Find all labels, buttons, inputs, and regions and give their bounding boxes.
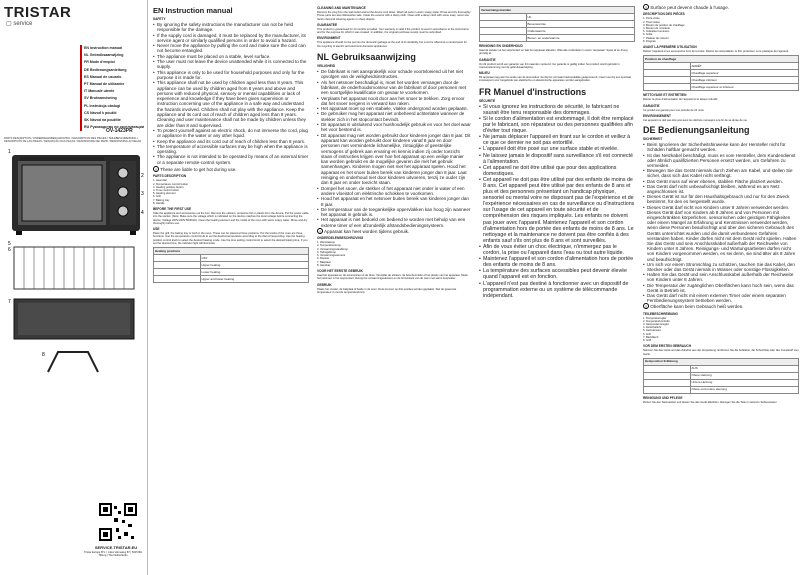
list-item: • Als het netsnoer beschadigd is, moet het worden vervangen door de fabrikant, de onderhoudsmonteur van de fabrikant of door personen met een soortgelijke kwalificatie om gevaar te voorkomen. [317, 80, 471, 96]
part-item: 7. Bakplaat [317, 260, 331, 264]
list-item: • Dieses Gerät darf nicht von Kindern unter 8 Jahren verwendet werden. Dieses Gerät darf von Kindern ab 8 Jahren und von Personen mit eingeschränkten körperlichen, sensorischen oder geistigen Fähigkeiten oder einem Mangel an Erfahrung und Kenntnissen verwendet werden, wenn diese Personen beaufsichtigt und über den sicheren Gebrauch des Geräts unterrichtet wurden und die damit verbundenen Gefahren verstanden haben. Kinder dürfen nicht mit dem Gerät nicht spielen. Halten Sie das Gerät und sein Anschlusskabel außerhalb der Reichweite von Kindern unter 8 Jahren. Reinigungs- und Wartungsarbeiten dürfen nicht von Kindern vorgenommen werden, es sei denn, sie sind älter als 8 Jahre und beaufsichtigt. [643, 205, 799, 262]
list-item: • If the supply cord is damaged, it must be replaced by the manufacturer, its service agent or similarly qualified persons in order to avoid a hazard. [153, 33, 309, 44]
list-item: • Das Gerät darf nicht mit einem externen Timer oder einem separaten Fernbedienungssystem betrieben werden. [643, 293, 799, 303]
part-item: 2. Temperaturkontrolle [643, 319, 670, 323]
parts-heading-de: TEILEBESCHREIBUNG [643, 311, 678, 316]
list-item: • Maintenez l'appareil et son cordon d'alimentation hors de portée des enfants de moins de 8 ans. [479, 256, 635, 268]
language-list [80, 45, 144, 131]
before-use-heading-nl: VOOR HET EERSTE GEBRUIK [317, 268, 363, 273]
before-use-heading-de: VOR DEM ERSTEN GEBRAUCH [643, 344, 691, 349]
english-dutch-column [314, 0, 474, 575]
list-item: • L'appareil n'est pas destiné à fonctionner avec un dispositif de programmation externe ou un système de télécommande indépendant. [479, 281, 635, 299]
table-row: Boven- en onderwarmte [480, 35, 635, 42]
part-item: 8. Griff [643, 339, 652, 343]
hot-surface-icon: ! [643, 303, 649, 309]
environment-heading-nl: MILIEU [479, 71, 490, 76]
cleaning-heading-de: REINIGUNG UND PFLEGE [643, 395, 683, 400]
environment-heading: ENVIRONMENT [317, 36, 341, 41]
svg-text:7: 7 [8, 299, 11, 305]
part-item: 4. Time control button [153, 188, 179, 192]
part-item: 1. Heat dial [153, 179, 167, 183]
list-item: • This appliance shall not be used by children aged less than 8 years. This appliance can be used by children aged from 8 years and above and persons with reduced physical, sensory or mental capabilities or lack of experience and knowledge if they have been given supervision or instruction concerning use of the appliance in a safe way and understand the hazards involved. Children shall not play with the appliance. Keep the appliance and its cord out of reach of children aged less than 8 years. Cleaning and user maintenance shall not be made by children unless they are older than 8 and supervised. [153, 80, 309, 128]
table-row: Chauffage supérieur et inférieur [644, 84, 799, 91]
list-item: • Das Gerät muss auf einer ebenen, stabilen Fläche platziert werden. [643, 179, 799, 184]
use-text-nl: Plaats het rooster, de bakplaat of beide in de oven. Deze kunnen op drie posities worden geplaatst. Stel de gewenste temperatuur in met de temperatuurknop. [317, 287, 457, 294]
svg-text:8: 8 [42, 352, 45, 358]
brand-logo: TRISTAR [4, 4, 72, 21]
french-german-column [640, 0, 802, 575]
environment-heading-fr: ENVIRONNEMENT [643, 113, 671, 118]
list-item: • Never move the appliance by pulling the cord and make sure the cord can not become entangled. [153, 43, 309, 54]
svg-text:2: 2 [141, 173, 144, 179]
hot-surface-note-fr: Surface peut devenir chaude à l'usage. [650, 5, 729, 10]
table-row: Onderwarmte [480, 28, 635, 35]
language-item: NL Gebruiksaanwijzing [80, 52, 144, 59]
table-row: Chauffage inférieur [644, 77, 799, 84]
safety-list-nl [317, 69, 471, 228]
list-item: • The appliance must be placed on a stable, level surface. [153, 54, 309, 59]
cleaning-heading-nl: REINIGING EN ONDERHOUD [479, 44, 523, 48]
parts-list-fr [643, 17, 799, 43]
safety-heading-de: SICHERHEIT [643, 137, 663, 142]
hot-surface-icon: ! [153, 166, 159, 172]
hot-surface-note-nl: Apparaat kan heet worden tijdens gebruik. [324, 228, 410, 234]
language-item: PT Manual de utilizador [80, 81, 144, 88]
list-item: • By ignoring the safety instructions the manufacturer can not be held responsible for the damage. [153, 22, 309, 33]
list-item: • Het apparaat is niet bedoeld om bediend te worden met behulp van een externe timer of een afzonderlijk afstandsbedieningssysteem. [317, 217, 471, 228]
part-item: 4. Zeitschaltuhr [643, 326, 662, 330]
part-item: 6. Grill [643, 332, 651, 336]
before-use-text-de: Nehmen Sie das Gerät und das Zubehör aus der Verpackung. Entfernen Sie die Aufkleber, die Schutzfolie oder den Kunststoff vom Gerät. [643, 349, 799, 356]
list-item: • Verplaats het apparaat nooit door aan het snoer te trekken. Zorg ervoor dat het snoer nergens in verward kan raken. [317, 96, 471, 107]
list-item: • Keep the appliance and its cord out of reach of children less than 8 years. [153, 139, 309, 144]
svg-text:4: 4 [141, 210, 144, 216]
parts-heading-fr: DESCRIPTION DES PIÈCES [643, 12, 685, 17]
cleaning-text-nl: Haal de stekker uit het stopcontact en laat het apparaat afkoelen. Was alle onderdelen in warm zeepwater. Spoel af en droog grondig af. [479, 49, 628, 56]
table-row: ARRÊT [644, 63, 799, 70]
safety-list-en [153, 22, 309, 165]
parts-description-note: PARTS DESCRIPTION / ONDERDELENBESCHRIJVING / DESCRIPTION DES PIECES / TEILEBESCHREIBUNG / DESCRIPCIÓN DE LAS PIEZAS / DESCRIÇÃO DAS PEÇAS / DESCRIZIONE DEI PEZZI / BESKRIVNING AV DELAR [4, 137, 142, 144]
guarantee-text-fr: Ce produit est garanti pour une période de 24 mois. [643, 108, 705, 112]
language-item: CS Návod k použití [80, 110, 144, 117]
use-heading-nl: GEBRUIK [317, 282, 332, 287]
table-row: Uit [480, 14, 635, 21]
list-item: • To protect yourself against an electric shock, do not immerse the cord, plug or appliance in the water or any other liquid. [153, 128, 309, 139]
before-use-text: Take the appliance and accessories out the box. Remove the stickers, protective foil or plastic from the device. Put the power cable into the socket. (Note: Make sure the voltage which is indicated on the device matches the local voltage before connecting the device. Voltage 220V-240V 50/60Hz). Clean the heating element and the inside of the oven with warm soapy water. Rinse and dry thoroughly before use. [153, 211, 309, 225]
part-item: 8. Poignée [643, 39, 656, 43]
part-item: 8. Handle [153, 201, 165, 205]
svg-text:3: 3 [141, 191, 144, 197]
table-row: Upper and lower heating [154, 276, 309, 283]
list-item: • Um sich vor einem Stromschlag zu schützen, tauchen Sie das Kabel, den Stecker oder das Gerät niemals in Wasser oder sonstige Flüssigkeiten. [643, 262, 799, 272]
list-item: • De fabrikant is niet aansprakelijk voor schade voortvloeiend uit het niet opvolgen van de veiligheidsinstructies. [317, 69, 471, 80]
list-item: • Si le cordon d'alimentation est endommagé, il doit être remplacé par le fabricant, son réparateur ou des personnes qualifiées afin d'éviter tout risque. [479, 116, 635, 134]
part-item: 7. Backblech [643, 335, 659, 339]
heating-table-en [153, 247, 309, 283]
list-item: • Afin de vous éviter un choc électrique, n'immergez pas le cordon, la prise ou l'appareil dans l'eau ou tout autre liquide. [479, 244, 635, 256]
heating-table-nl [479, 6, 635, 42]
hot-surface-note-de: Oberfläche kann beim Gebrauch heiß werden. [650, 304, 744, 310]
heating-table-fr [643, 55, 799, 91]
table-row: Upper heating [154, 262, 309, 269]
language-item: FR Mode d'emploi [80, 59, 144, 66]
company-address: Tristar Europe B.V. | Jules Verneweg 87 | 5015 BH Tilburg | The Netherlands [84, 551, 142, 557]
svg-text:6: 6 [8, 247, 11, 253]
part-item: 7. Plateau de cuisson [643, 36, 669, 40]
before-use-text-fr: Retirez l'appareil et les accessoires hors de la boîte. Retirez les autocollants, le film protecteur ou le plastique de l'appareil. [643, 49, 789, 53]
list-item: • The user must not leave the device unattended while it is connected to the supply. [153, 59, 309, 70]
list-item: • Cet appareil ne doit pas être utilisé par des enfants de moins de 8 ans. Cet appareil peut être utilisé par des enfants de 8 ans et plus et des personnes présentant un handicap physique, sensoriel ou mental voire ne disposant pas de l'expérience et de l'expérience nécessaires en cas de surveillance ou d'instructions sur l'usage de cet appareil en toute sécurité et de compréhension des risques impliqués. Les enfants ne doivent pas jouer avec l'appareil. Maintenez l'appareil et son cordon d'alimentation hors de portée des enfants de moins de 8 ans. Le nettoyage et la maintenance ne doivent pas être confiés à des enfants sauf s'ils ont plus de 8 ans et sont surveillés. [479, 177, 635, 244]
table-header: Heating positions [154, 248, 309, 255]
part-item: 8. Handvat [317, 263, 330, 267]
part-item: 1. Temperaturregler [643, 316, 667, 320]
table-row: AUS [644, 365, 799, 372]
language-item: PL Instrukcja obsługi [80, 103, 144, 110]
parts-heading-nl: ONDERDELENBESCHRIJVING [317, 236, 364, 241]
list-item: • Die Temperatur der zugänglichen Oberflächen kann hoch sein, wenn das Gerät in Betrieb ist. [643, 283, 799, 293]
list-item: • Si vous ignorez les instructions de sécurité, le fabricant ne saurait être tenu responsable des dommages. [479, 104, 635, 116]
section-title-nl: NL Gebruiksaanwijzing [317, 52, 416, 63]
list-item: • Dompel het snoer, de stekker of het apparaat niet onder in water of een andere vloeistof om elektrische schokken te voorkomen. [317, 186, 471, 197]
part-item: 6. Rooster [317, 257, 330, 261]
cleaning-heading-fr: NETTOYAGE ET ENTRETIEN [643, 93, 687, 98]
table-row: Lower heating [154, 269, 309, 276]
list-item: • Beim Ignorieren der Sicherheitshinweise kann der Hersteller nicht für Schäden haftbar gemacht werden. [643, 142, 799, 152]
list-item: • Dieses Gerät ist nur für den Haushaltsgebrauch und nur für den Zweck bestimmt, für den es hergestellt wurde. [643, 194, 799, 204]
guarantee-heading: GUARANTEE [317, 22, 338, 27]
part-item: 3. Heating position button [153, 185, 184, 189]
part-item: 3. Heizpositionsregler [643, 323, 669, 327]
list-item: • Dit apparaat mag niet worden gebruikt door kinderen jonger dan 8 jaar. Dit apparaat kan worden gebruikt door kinderen vanaf 8 jaar en door personen met verminderde lichamelijke, zintuiglijke of geestelijke vermogens of gebrek aan ervaring en kennis indien zij onder toezicht staan of instructies krijgen over hoe het apparaat op een veilige manier kan worden gebruikt en de mogelijke gevaren die met het gebruik samenhangen. Kinderen mogen niet met het apparaat spelen. Houd het apparaat en het snoer buiten bereik van kinderen jonger dan 8 jaar. Laat reiniging en onderhoud niet door kinderen uitvoeren, tenzij ze ouder zijn dan 8 jaar en onder toezicht staan. [317, 133, 471, 186]
list-item: • L'appareil doit être posé sur une surface stable et nivelée. [479, 146, 635, 152]
cleaning-text-fr: Retirez la prise d'alimentation de l'appareil et le laisser refroidir. [643, 98, 719, 102]
safety-list-de [643, 142, 799, 303]
use-text: Place the grill, the baking tray or both in the oven. These can be placed at three positions. Put the knobs of the oven are three functions. Use the temperature control knob to set the desired temperature according to the dial corresponding. Use the heating position control knob to select the desired heating mode. Use the time setting control knob to select the desired baking time. If you set the desired time, the indicator light will illuminate. [153, 232, 308, 246]
part-item: 2. Temperatuurknop [317, 244, 341, 248]
safety-list-fr [479, 104, 635, 299]
list-item: • De temperatuur van de toegankelijke oppervlakken kan hoog zijn wanneer het apparaat in gebruik is. [317, 207, 471, 218]
list-item: • Bewegen Sie das Gerät niemals durch Ziehen am Kabel, und stellen Sie sicher, dass sich das Kabel nicht verfängt. [643, 168, 799, 178]
svg-text:5: 5 [8, 241, 11, 247]
parts-list-en [153, 179, 309, 205]
table-row: Untere Heizung [644, 379, 799, 386]
safety-heading-fr: SÉCURITÉ [479, 98, 496, 103]
table-row: Obere und untere Heizung [644, 386, 799, 393]
part-item: 5. Indicateur lumineux [643, 30, 670, 34]
hot-surface-note: These are liable to get hot during use. [160, 167, 237, 173]
list-item: • Ist das Netzkabel beschädigt, muss es vom Hersteller, dem Kundendienst oder ähnlich qualifizierten Personen ersetzt werden, um Gefahren zu vermeiden. [643, 153, 799, 169]
oven-illustration [8, 147, 146, 401]
guarantee-text: This product is guaranteed for 24 months provided. Your warranty is valid if the product is used in accordance to the instructions and for the purpose for which it was created. In addition, the original purchase receipt must be submitted. [317, 27, 469, 35]
parts-list-de [643, 317, 799, 343]
service-badge: ▢ service [6, 21, 33, 27]
before-use-text-nl: Haal het apparaat en de accessoires uit de doos. Verwijder de stickers, de beschermfolie of het plastic van het apparaat. Steek het netsnoer in het stopcontact. Reinig het verwarmingselement en de binnenkant van de oven met warm zeepwater. [317, 273, 468, 281]
list-item: • The appliance is not intended to be operated by means of an external timer or a separate remote-control system. [153, 154, 309, 165]
environment-text-fr: Cet appareil ne doit pas être jeté avec les déchets ménagers à la fin de sa durée de vie. [643, 118, 748, 122]
part-item: 7. Baking tray [153, 198, 170, 202]
section-title-en: EN Instruction manual [153, 6, 233, 15]
safety-heading-nl: VEILIGHEID [317, 64, 336, 69]
part-item: 1. Porte vitrée [643, 17, 660, 21]
cleaning-text: Remove the plug from the wall outlet and let the device cool down. Wash all parts in warm soapy water. Rinse and dry thoroughly. These parts are also dishwasher safe. Clean the exterior with a damp cloth. Clean with a damp cloth with some soap, never use harsh chemical cleaning agents or sharp objects. [317, 11, 471, 21]
environment-text-nl: Dit apparaat mag aan het einde van de levensduur niet bij het normale huishoudelijke gedeponeerd, maar moet bij een speciaal inzamelpunt voor hergebruik van elektrische en elektronische apparaten worden aangeboden. [479, 76, 631, 83]
cover-column [0, 0, 148, 575]
list-item: • Das Gerät darf nicht unbeaufsichtigt bleiben, während es am Netz angeschlossen ist. [643, 184, 799, 194]
environment-text: This appliance should not be put into the domestic garbage at the end of its durability, but must be offered at a central point for the recycling of electric and electronic domestic appliances. [317, 41, 467, 48]
hot-surface-icon: ! [643, 4, 649, 10]
english-column [150, 0, 312, 575]
hot-surface-icon: ! [317, 228, 323, 234]
table-header: Position de chauffage [644, 56, 799, 63]
list-item: • De gebruiker mag het apparaat niet onbeheerd achterlaten wanneer de stekker zich in het stopcontact bevindt. [317, 111, 471, 122]
part-item: 6. Grille [643, 33, 653, 37]
part-item: 1. Warmteknop [317, 241, 336, 245]
part-item: 2. Thermostat [643, 20, 660, 24]
table-header: Verwarmingsstanden [480, 7, 635, 14]
list-item: • Ne laissez jamais le dispositif sans surveillance s'il est connecté à l'alimentation. [479, 153, 635, 165]
use-heading: USE [153, 227, 160, 232]
table-header: Heizposition Erklärung [644, 358, 799, 365]
list-item: • This appliance is only to be used for household purposes and only for the purpose it is made for. [153, 70, 309, 81]
part-item: 6. Grill [153, 195, 161, 199]
heating-table-de [643, 358, 799, 394]
part-item: 2. Temperature control button [153, 182, 189, 186]
table-row: OFF [154, 255, 309, 262]
table-row: Bovenwarmte [480, 21, 635, 28]
guarantee-heading-nl: GARANTIE [479, 57, 496, 62]
language-item: EN Instruction manual [80, 45, 144, 52]
parts-heading: PARTS DESCRIPTION [153, 174, 187, 179]
part-item: 4. Tijdregelknop [317, 250, 336, 254]
language-item: IT Manuale utente [80, 88, 144, 95]
list-item: • Houd het apparaat en het netsnoer buiten bereik van kinderen jonger dan 8 jaar. [317, 196, 471, 207]
qr-code-icon [98, 502, 138, 542]
svg-text:1: 1 [8, 149, 11, 155]
list-item: • La température des surfaces accessibles peut devenir élevée quand l'appareil est en fonction. [479, 268, 635, 280]
before-use-heading: BEFORE THE FIRST USE [153, 206, 192, 211]
dutch-french-column [476, 0, 638, 575]
language-item: SK Návod na použitie [80, 117, 144, 124]
part-item: 5. Verwarmingselement [317, 254, 346, 258]
section-title-fr: FR Manuel d'instructions [479, 86, 587, 97]
language-item: SV Bruksanvisning [80, 95, 144, 102]
table-row: Obere Heizung [644, 372, 799, 379]
list-item: • The temperature of accessible surfaces may be high when the appliance is operating. [153, 144, 309, 155]
list-item: • Ne jamais déplacer l'appareil en tirant sur le cordon et veillez à ce que ce dernier ne soit pas entortillé. [479, 134, 635, 146]
part-item: 5. Heating element [153, 192, 176, 196]
list-item: • Dit apparaat is uitsluitend voor huishoudelijk gebruik en voor het doel waar het voor bestemd is. [317, 122, 471, 133]
list-item: • Halten Sie das Gerät und sein Anschlusskabel außerhalb der Reichweite von Kindern unter 8 Jahren. [643, 272, 799, 282]
language-item: ES Manual de usuario [80, 74, 144, 81]
cleaning-heading: CLEANING AND MAINTENANCE [317, 6, 366, 10]
parts-list-nl [317, 241, 471, 267]
safety-heading: SAFETY [153, 17, 166, 21]
service-url: SERVICE.TRISTAR.EU [94, 545, 138, 550]
list-item: • Het apparaat moet op een stabiele, vlakke ondergrond worden geplaatst. [317, 106, 471, 111]
part-item: 4. Bouton de minuterie [643, 26, 671, 30]
model-number: OV-1423PR [106, 128, 133, 134]
table-row: Chauffage supérieur [644, 70, 799, 77]
section-title-de: DE Bedienungsanleitung [643, 125, 750, 136]
part-item: 5. Heizelement [643, 329, 661, 333]
before-use-heading-fr: AVANT LA PREMIÈRE UTILISATION [643, 44, 697, 49]
guarantee-heading-fr: GARANTIE [643, 103, 660, 108]
list-item: • Cet appareil ne doit être utilisé que pour des applications domestiques. [479, 165, 635, 177]
cleaning-text-de: Ziehen Sie den Netzstecker und lassen Sie das Gerät abkühlen. Reinigen Sie die Teile in warmem Seifenwasser. [643, 400, 778, 404]
language-item: RU Руководство по эксплуатации [80, 124, 144, 131]
guarantee-text-nl: Op dit product wordt een garantie van 24 maanden verleend. Uw garantie is geldig indien het product wordt gebruikt in overeenstemming met de gebruiksaanwijzing. [479, 62, 620, 69]
language-item: DE Bedienungsanleitung [80, 67, 144, 74]
part-item: 3. Bouton de position de chauffage [643, 23, 685, 27]
part-item: 3. Verwarmingsstandknop [317, 247, 348, 251]
